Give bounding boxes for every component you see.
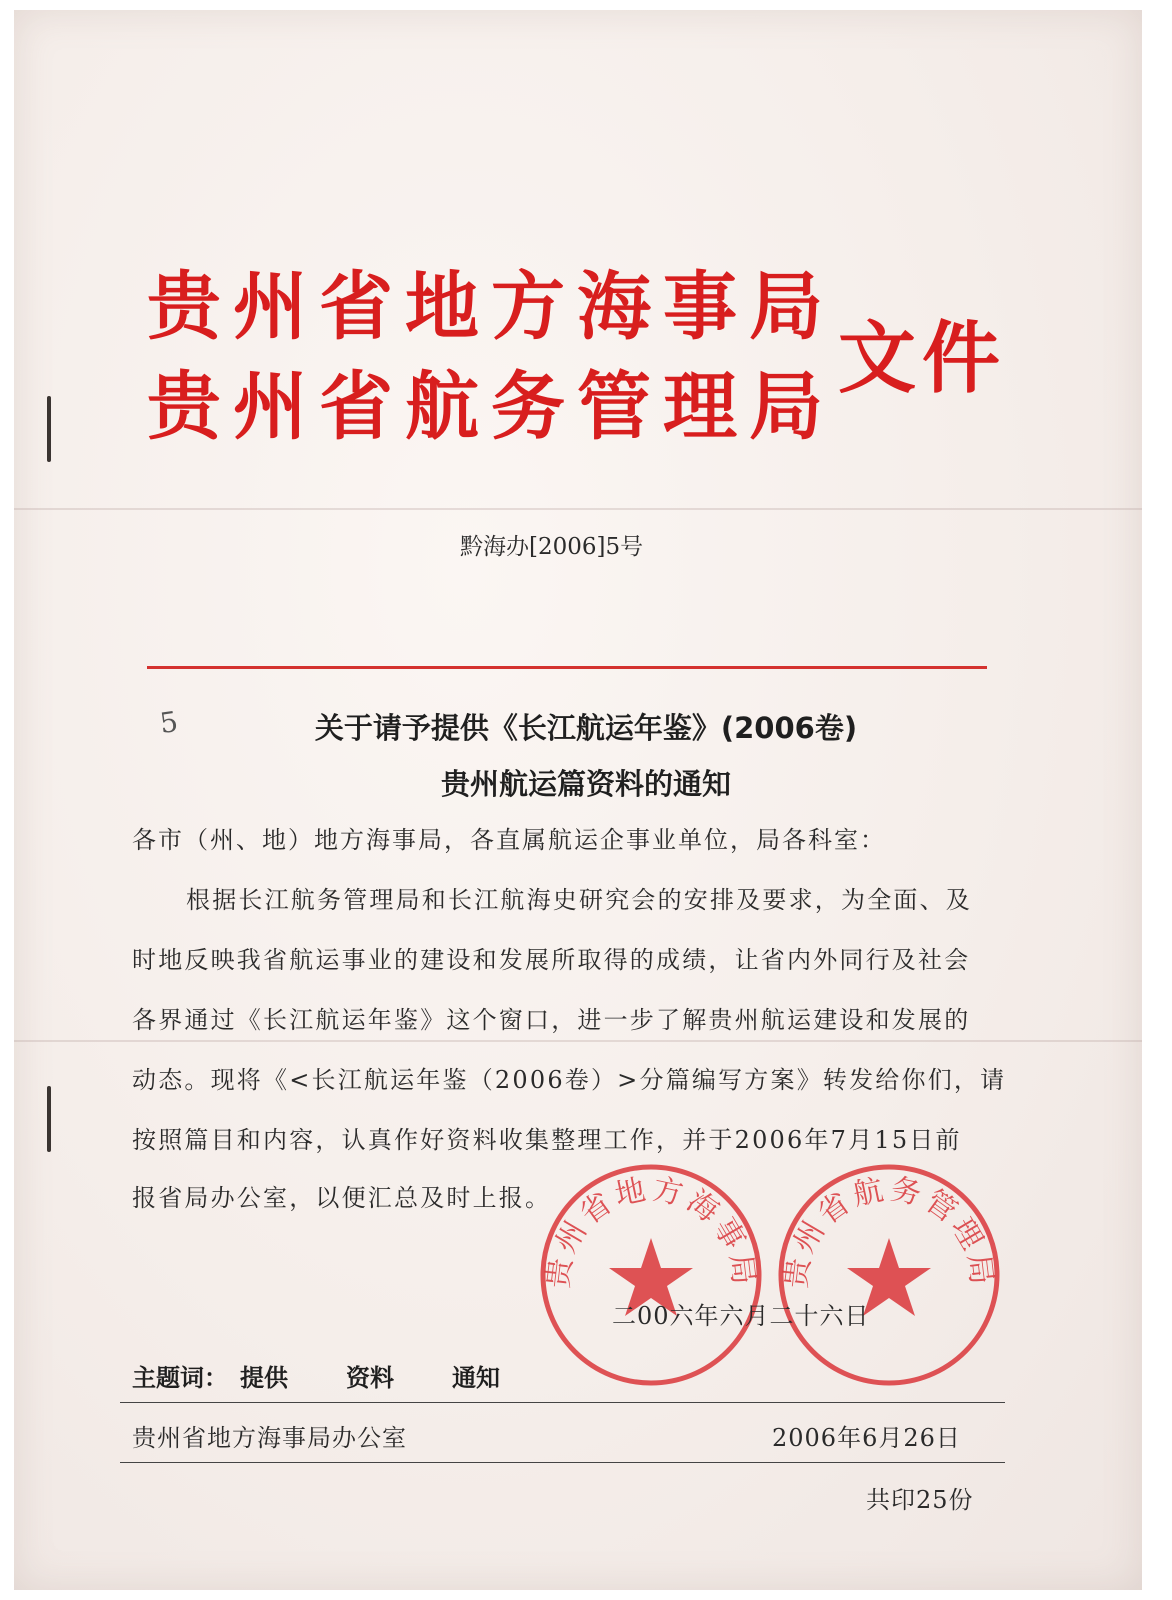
notice-title-line-1: 关于请予提供《长江航运年鉴》(2006卷): [314, 711, 858, 745]
body-line: 时地反映我省航运事业的建设和发展所取得的成绩，让省内外同行及社会: [132, 946, 971, 974]
body-line: 报省局办公室，以便汇总及时上报。: [132, 1184, 552, 1212]
document-number: 黔海办[2006]5号: [460, 534, 644, 560]
subject-label: 主题词：: [132, 1364, 228, 1392]
official-seal-navigation: [774, 1160, 1004, 1390]
fold-crease: [14, 1040, 1142, 1042]
subject-keyword: 通知: [452, 1364, 500, 1392]
body-line: 各界通过《长江航运年鉴》这个窗口，进一步了解贵州航运建设和发展的: [132, 1006, 971, 1034]
official-seal-maritime: [536, 1160, 766, 1390]
document-suffix: 文件: [838, 313, 1007, 404]
issuing-office: 贵州省地方海事局办公室: [132, 1424, 407, 1452]
svg-text:贵州省地方海事局: 贵州省地方海事局: [540, 1171, 762, 1291]
staple: [47, 396, 51, 462]
subject-keyword: 提供: [240, 1364, 288, 1392]
subject-keyword: 资料: [346, 1364, 394, 1392]
footer-rule: [120, 1402, 1005, 1403]
issuer-name-1: 贵州省地方海事局: [147, 264, 835, 350]
body-line: 按照篇目和内容，认真作好资料收集整理工作，并于2006年7月15日前: [132, 1126, 962, 1154]
notice-title-line-2: 贵州航运篇资料的通知: [440, 767, 731, 801]
red-divider: [147, 666, 987, 669]
handwritten-margin-note: 5: [157, 704, 181, 741]
staple: [47, 1086, 51, 1152]
body-line: 动态。现将《<长江航运年鉴（2006卷）>分篇编写方案》转发给你们，请: [132, 1066, 1007, 1094]
issue-date: 2006年6月26日: [772, 1424, 961, 1452]
copy-count: 共印25份: [866, 1486, 974, 1514]
addressee: 各市（州、地）地方海事局，各直属航运企事业单位，局各科室：: [132, 826, 886, 854]
svg-text:贵州省航务管理局: 贵州省航务管理局: [778, 1171, 1000, 1291]
signing-date: 二00六年六月二十六日: [612, 1302, 870, 1330]
issuer-name-2: 贵州省航务管理局: [147, 364, 835, 450]
body-line: 根据长江航务管理局和长江航海史研究会的安排及要求，为全面、及: [186, 886, 972, 914]
fold-crease: [14, 508, 1142, 510]
footer-rule: [120, 1462, 1005, 1463]
